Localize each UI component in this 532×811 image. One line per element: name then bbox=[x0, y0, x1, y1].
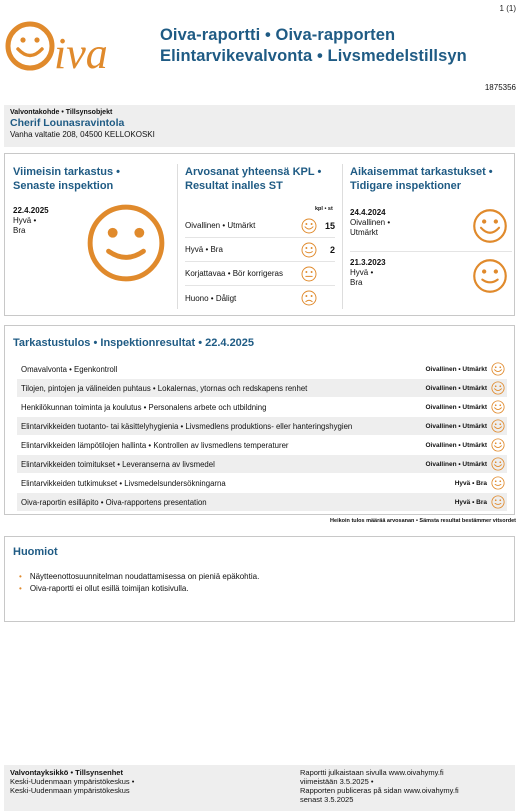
title-line-2: Elintarvikevalvonta • Livsmedelstillsyn bbox=[160, 47, 467, 65]
smiley-excellent-icon bbox=[491, 457, 505, 471]
previous-date: 24.4.2024 bbox=[350, 208, 386, 217]
previous-grade-1: Hyvä • bbox=[350, 268, 374, 277]
report-title bbox=[160, 25, 467, 67]
divider bbox=[342, 164, 343, 309]
result-label: Elintarvikkeiden lämpötilojen hallinta • Kontrollen av livsmedlens temperaturer bbox=[21, 440, 289, 450]
results-panel bbox=[4, 325, 515, 515]
result-grade: Oivallinen • Utmärkt bbox=[425, 422, 487, 430]
result-row bbox=[17, 360, 507, 378]
unit-name-sv: Keski-Uudenmaan ympäristökeskus bbox=[10, 786, 130, 795]
result-label: Elintarvikkeiden toimitukset • Leveranserna av livsmedel bbox=[21, 459, 215, 469]
previous-item bbox=[350, 204, 512, 252]
totals-heading-1: Arvosanat yhteensä KPL • bbox=[185, 166, 322, 178]
publication-line: senast 3.5.2025 bbox=[300, 795, 354, 804]
result-row bbox=[17, 379, 507, 397]
svg-text:iva: iva bbox=[54, 29, 108, 74]
result-label: Henkilökunnan toiminta ja koulutus • Personalens arbete och utbildning bbox=[21, 402, 267, 412]
result-label: Elintarvikkeiden tuotanto- tai käsittelyhygienia • Livsmedlens produktions- eller hanteringshygien bbox=[21, 421, 353, 431]
smiley-excellent-icon bbox=[491, 419, 505, 433]
previous-grade-2: Utmärkt bbox=[350, 228, 378, 237]
result-grade: Hyvä • Bra bbox=[454, 479, 487, 487]
previous-grade-2: Bra bbox=[350, 278, 363, 287]
previous-grade-1: Oivallinen • bbox=[350, 218, 391, 227]
previous-inspections bbox=[350, 154, 512, 315]
latest-inspection bbox=[13, 154, 173, 315]
result-label: Elintarvikkeiden tutkimukset • Livsmedelsundersökningarna bbox=[21, 478, 226, 488]
summary-panel bbox=[4, 153, 515, 316]
grade-row-neutral bbox=[185, 262, 335, 286]
footer-unit bbox=[10, 768, 134, 795]
previous-heading bbox=[350, 165, 493, 193]
note-item: • Näytteenottosuunnitelman noudattamisessa on pieniä epäkohtia. bbox=[19, 571, 259, 583]
smiley-good-icon bbox=[85, 202, 167, 284]
latest-grade-2: Bra bbox=[13, 226, 26, 235]
publication-line: Rapporten publiceras på sidan www.oivahymy.fi bbox=[300, 786, 459, 795]
report-id: 1875356 bbox=[484, 83, 516, 92]
previous-item bbox=[350, 254, 512, 302]
footer-publication bbox=[300, 768, 459, 804]
result-grade: Hyvä • Bra bbox=[454, 498, 487, 506]
result-row bbox=[17, 455, 507, 473]
smiley-excellent-icon bbox=[491, 400, 505, 414]
smiley-excellent-icon bbox=[491, 362, 505, 376]
divider bbox=[177, 164, 178, 309]
grade-row-poor bbox=[185, 286, 335, 310]
result-grade: Oivallinen • Utmärkt bbox=[425, 365, 487, 373]
latest-heading bbox=[13, 165, 120, 193]
result-grade: Oivallinen • Utmärkt bbox=[425, 403, 487, 411]
establishment-label: Valvontakohde • Tillsynsobjekt bbox=[10, 109, 113, 116]
publication-line: Raportti julkaistaan sivulla www.oivahymy.fi bbox=[300, 768, 444, 777]
title-line-1: Oiva-raportti • Oiva-rapporten bbox=[160, 26, 396, 44]
grade-row-excellent bbox=[185, 214, 335, 238]
grade-count: 2 bbox=[329, 244, 335, 255]
smiley-good-icon bbox=[472, 258, 508, 294]
result-row bbox=[17, 436, 507, 454]
totals-heading-2: Resultat inalles ST bbox=[185, 180, 283, 192]
result-row bbox=[17, 417, 507, 435]
publication-line: viimeistään 3.5.2025 • bbox=[300, 777, 374, 786]
results-footnote: Heikoin tulos määrää arvosanan • Sämsta resultat bestämmer vitsordet bbox=[330, 518, 516, 524]
smiley-excellent-icon bbox=[491, 381, 505, 395]
establishment-name: Cherif Lounasravintola bbox=[10, 117, 125, 129]
grade-label: Korjattavaa • Bör korrigeras bbox=[185, 269, 283, 278]
latest-date: 22.4.2025 bbox=[13, 206, 49, 215]
grade-label: Huono • Dåligt bbox=[185, 293, 237, 303]
result-grade: Oivallinen • Utmärkt bbox=[425, 460, 487, 468]
page-number: 1 (1) bbox=[499, 4, 516, 13]
result-label: Omavalvonta • Egenkontroll bbox=[21, 364, 118, 374]
grade-row-good bbox=[185, 238, 335, 262]
grade-count: 15 bbox=[325, 220, 336, 231]
smiley-good-icon bbox=[301, 242, 317, 258]
result-row bbox=[17, 493, 507, 511]
smiley-good-icon bbox=[491, 476, 505, 490]
latest-heading-2: Senaste inspektion bbox=[13, 180, 114, 192]
oiva-logo bbox=[4, 14, 154, 74]
grade-label: Hyvä • Bra bbox=[185, 245, 223, 254]
result-row bbox=[17, 398, 507, 416]
notes-panel bbox=[4, 536, 515, 622]
previous-heading-2: Tidigare inspektioner bbox=[350, 180, 462, 192]
grade-label: Oivallinen • Utmärkt bbox=[185, 221, 256, 230]
smiley-good-icon bbox=[491, 495, 505, 509]
previous-date: 21.3.2023 bbox=[350, 258, 386, 267]
footer-panel bbox=[4, 765, 515, 811]
smiley-excellent-icon bbox=[472, 208, 508, 244]
smiley-excellent-icon bbox=[301, 218, 317, 234]
result-label: Tilojen, pintojen ja välineiden puhtaus • Lokalernas, ytornas och redskapens renhet bbox=[21, 383, 308, 393]
result-row bbox=[17, 474, 507, 492]
result-grade: Oivallinen • Utmärkt bbox=[425, 441, 487, 449]
count-label: kpl • st bbox=[315, 206, 333, 212]
previous-heading-1: Aikaisemmat tarkastukset • bbox=[350, 166, 493, 178]
smiley-excellent-icon bbox=[491, 438, 505, 452]
latest-grade-1: Hyvä • bbox=[13, 216, 37, 225]
result-grade: Oivallinen • Utmärkt bbox=[425, 384, 487, 392]
smiley-neutral-icon bbox=[301, 266, 317, 282]
notes-list bbox=[19, 571, 259, 595]
unit-name-fi: Keski-Uudenmaan ympäristökeskus • bbox=[10, 777, 135, 786]
latest-heading-1: Viimeisin tarkastus • bbox=[13, 166, 120, 178]
notes-heading: Huomiot bbox=[13, 546, 58, 558]
totals-heading bbox=[185, 165, 321, 193]
note-item: • Oiva-raportti ei ollut esillä toimijan kotisivulla. bbox=[19, 583, 259, 595]
establishment-panel bbox=[4, 105, 515, 147]
results-heading: Tarkastustulos • Inspektionresultat • 22.4.2025 bbox=[13, 337, 255, 349]
grade-totals bbox=[185, 154, 340, 315]
result-label: Oiva-raportin esilläpito • Oiva-rapportens presentation bbox=[21, 497, 207, 507]
unit-label: Valvontayksikkö • Tillsynsenhet bbox=[10, 768, 123, 777]
smiley-sad-icon bbox=[301, 290, 317, 306]
establishment-address: Vanha valtatie 208, 04500 KELLOKOSKI bbox=[10, 130, 155, 139]
latest-info bbox=[13, 206, 49, 236]
